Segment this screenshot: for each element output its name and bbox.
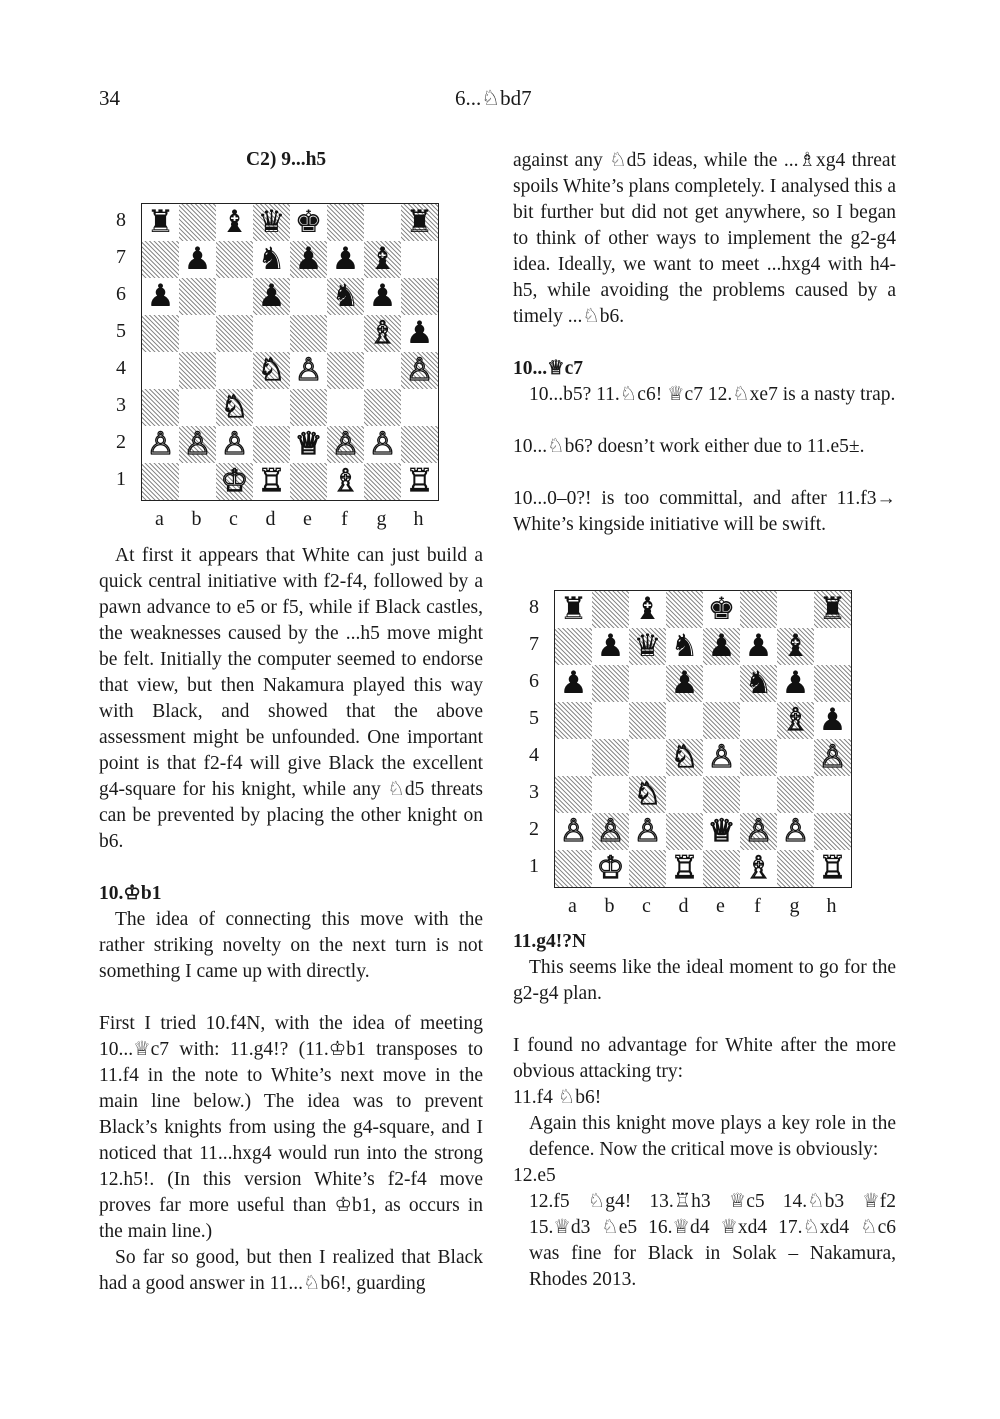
board-square: [253, 426, 290, 463]
chess-piece-f2: ♙: [744, 813, 773, 849]
chess-piece-f7: ♟: [331, 241, 360, 277]
board-square: [666, 776, 703, 813]
chess-piece-f2: ♙: [331, 426, 360, 462]
chess-piece-h8: ♜: [818, 591, 847, 627]
board-square: [814, 813, 851, 850]
board-square: [216, 315, 253, 352]
chess-piece-d6: ♟: [670, 665, 699, 701]
chess-piece-g5: ♗: [781, 702, 810, 738]
chess-piece-e4: ♙: [707, 739, 736, 775]
rank-label: 8: [529, 596, 539, 618]
board-square: [401, 241, 438, 278]
board-square: [555, 628, 592, 665]
paragraph: The idea of connecting this move with the rather striking novelty on the next turn is not something I came up with directly.: [99, 909, 483, 982]
board-square: [253, 315, 290, 352]
board-square: [216, 278, 253, 315]
file-label: a: [568, 895, 577, 917]
variation-line: 12.e5: [513, 1165, 556, 1186]
file-label: g: [789, 895, 800, 917]
board-square: [666, 813, 703, 850]
chess-piece-b7: ♟: [183, 241, 212, 277]
paragraph: against any ♘d5 ideas, while the ...♗xg4 threat spoils White’s plans completely. I analysed this a bit further but did not get anywhere, so I began to think of other ways to implement the g2-g4 idea. Ideally, we want to meet ...hxg4 with h4-h5, while avoiding the problems caused by a timely ...♘b6.: [513, 150, 896, 327]
variation-line: 11.f4 ♘b6!: [513, 1087, 602, 1108]
chess-piece-a8: ♜: [559, 591, 588, 627]
board-square: [666, 702, 703, 739]
board-square: [142, 389, 179, 426]
board-square: [814, 665, 851, 702]
chess-piece-a8: ♜: [146, 204, 175, 240]
board-square: [290, 315, 327, 352]
board-square: [142, 463, 179, 500]
chess-piece-c2: ♙: [633, 813, 662, 849]
rank-label: 8: [116, 209, 126, 231]
paragraph: 10...b5? 11.♘c6! ♕c7 12.♘xe7 is a nasty trap.: [529, 384, 896, 405]
file-label: f: [754, 895, 761, 917]
chess-piece-c2: ♙: [220, 426, 249, 462]
running-title: 6...♘bd7: [455, 86, 532, 110]
file-label: a: [155, 508, 164, 530]
chess-piece-f1: ♗: [744, 850, 773, 886]
chess-piece-g7: ♝: [368, 241, 397, 277]
board-square: [142, 352, 179, 389]
board-square: [179, 352, 216, 389]
board-square: [592, 739, 629, 776]
board-square: [703, 850, 740, 887]
board-square: [364, 352, 401, 389]
chess-piece-c8: ♝: [220, 204, 249, 240]
chess-piece-g6: ♟: [368, 278, 397, 314]
board-square: [290, 389, 327, 426]
board-square: [629, 665, 666, 702]
chess-piece-h5: ♟: [405, 315, 434, 351]
board-square: [629, 702, 666, 739]
board-square: [555, 776, 592, 813]
board-square: [555, 702, 592, 739]
rank-label: 7: [529, 633, 539, 655]
paragraph: So far so good, but then I realized that Black had a good answer in 11...♘b6!, guarding: [99, 1247, 483, 1294]
chess-piece-f1: ♗: [331, 463, 360, 499]
chess-piece-d7: ♞: [257, 241, 286, 277]
chess-piece-a6: ♟: [559, 665, 588, 701]
board-square: [327, 315, 364, 352]
rank-label: 1: [529, 855, 539, 877]
board-square: [327, 352, 364, 389]
rank-label: 4: [116, 357, 126, 379]
board-square: [740, 702, 777, 739]
rank-label: 4: [529, 744, 539, 766]
rank-label: 2: [116, 431, 126, 453]
chess-piece-b2: ♙: [183, 426, 212, 462]
chess-piece-h8: ♜: [405, 204, 434, 240]
chess-piece-b7: ♟: [596, 628, 625, 664]
board-square: [666, 591, 703, 628]
chess-piece-f6: ♞: [331, 278, 360, 314]
board-square: [703, 776, 740, 813]
chess-piece-d6: ♟: [257, 278, 286, 314]
rank-label: 6: [529, 670, 539, 692]
chess-piece-a2: ♙: [559, 813, 588, 849]
chess-piece-e7: ♟: [707, 628, 736, 664]
board-square: [740, 776, 777, 813]
board-square: [777, 591, 814, 628]
file-label: e: [716, 895, 725, 917]
chess-piece-f7: ♟: [744, 628, 773, 664]
paragraph: 12.f5 ♘g4! 13.♖h3 ♕c5 14.♘b3 ♕f2 15.♕d3 ♘e5 16.♕d4 ♕xd4 17.♘xd4 ♘c6 was fine for Black in Solak – Nakamura, Rhodes 2013.: [529, 1191, 896, 1290]
board-square: [327, 389, 364, 426]
board-square: [629, 739, 666, 776]
board-square: [814, 628, 851, 665]
board-square: [740, 739, 777, 776]
board-square: [401, 426, 438, 463]
chessboard-diagram-2: [554, 590, 852, 888]
file-label: g: [376, 508, 387, 530]
chess-piece-e4: ♙: [294, 352, 323, 388]
board-square: [179, 463, 216, 500]
board-square: [592, 776, 629, 813]
chess-piece-f6: ♞: [744, 665, 773, 701]
chess-piece-a6: ♟: [146, 278, 175, 314]
board-square: [401, 389, 438, 426]
board-square: [592, 665, 629, 702]
chess-piece-d4: ♘: [257, 352, 286, 388]
chess-piece-c3: ♘: [220, 389, 249, 425]
chess-piece-g6: ♟: [781, 665, 810, 701]
file-label: c: [229, 508, 238, 530]
paragraph: At first it appears that White can just build a quick central initiative with f2-f4, followed by a pawn advance to e5 or f5, while if Black castles, the weaknesses caused by the ...h5 move might be felt. Initially the computer seemed to endorse that view, but then Nakamura played this way with Black, and showed that the above assessment might be unfounded. One important point is that f2-f4 will give Black the excellent g4-square for his knight, while any ♘d5 threats can be prevented by placing the other knight on b6.: [99, 545, 483, 852]
board-square: [703, 665, 740, 702]
chessboard-diagram-1: [141, 203, 439, 501]
move-heading: 10.♔b1: [99, 883, 162, 904]
board-square: [179, 389, 216, 426]
chess-piece-e7: ♟: [294, 241, 323, 277]
board-square: [555, 739, 592, 776]
rank-label: 3: [529, 781, 539, 803]
chess-piece-c1: ♔: [220, 463, 249, 499]
chess-piece-d1: ♖: [670, 850, 699, 886]
chess-piece-e2: ♕: [294, 426, 323, 462]
file-label: c: [642, 895, 651, 917]
file-label: d: [265, 508, 276, 530]
chess-piece-e8: ♚: [707, 591, 736, 627]
chess-piece-g2: ♙: [368, 426, 397, 462]
board-square: [555, 850, 592, 887]
rank-label: 5: [116, 320, 126, 342]
file-label: h: [826, 895, 837, 917]
chess-piece-d7: ♞: [670, 628, 699, 664]
board-square: [777, 850, 814, 887]
paragraph: This seems like the ideal moment to go for the g2-g4 plan.: [513, 957, 896, 1004]
right-column-top: [513, 148, 896, 538]
chess-piece-h4: ♙: [818, 739, 847, 775]
board-square: [216, 241, 253, 278]
board-square: [364, 389, 401, 426]
chess-piece-d8: ♛: [257, 204, 286, 240]
chess-piece-c7: ♛: [633, 628, 662, 664]
board-square: [142, 315, 179, 352]
paragraph: 10...♘b6? doesn’t work either due to 11.e5±.: [513, 436, 865, 457]
chess-piece-a2: ♙: [146, 426, 175, 462]
rank-label: 7: [116, 246, 126, 268]
rank-label: 5: [529, 707, 539, 729]
board-square: [401, 278, 438, 315]
board-square: [592, 702, 629, 739]
board-square: [290, 278, 327, 315]
board-square: [814, 776, 851, 813]
right-column-bottom: [513, 929, 896, 1293]
board-square: [629, 850, 666, 887]
file-label: d: [678, 895, 689, 917]
file-label: f: [341, 508, 348, 530]
board-square: [777, 739, 814, 776]
chess-piece-g2: ♙: [781, 813, 810, 849]
diagram1-caption: C2) 9...h5: [246, 149, 327, 170]
file-label: e: [303, 508, 312, 530]
chess-piece-h1: ♖: [405, 463, 434, 499]
chess-piece-b1: ♔: [596, 850, 625, 886]
board-square: [777, 776, 814, 813]
chess-piece-b2: ♙: [596, 813, 625, 849]
file-label: h: [413, 508, 424, 530]
paragraph: Again this knight move plays a key role in the defence. Now the critical move is obviously:: [529, 1113, 896, 1160]
paragraph: 10...0–0?! is too committal, and after 11.f3→ White’s kingside initiative will be swift.: [513, 488, 896, 535]
board-square: [740, 591, 777, 628]
page-number: 34: [99, 86, 120, 110]
rank-label: 1: [116, 468, 126, 490]
chess-piece-g5: ♗: [368, 315, 397, 351]
file-label: b: [604, 895, 615, 917]
chess-piece-d4: ♘: [670, 739, 699, 775]
board-square: [364, 204, 401, 241]
paragraph: I found no advantage for White after the more obvious attacking try:: [513, 1035, 896, 1082]
rank-label: 3: [116, 394, 126, 416]
chess-piece-h1: ♖: [818, 850, 847, 886]
chess-piece-g7: ♝: [781, 628, 810, 664]
chess-piece-h4: ♙: [405, 352, 434, 388]
board-square: [253, 389, 290, 426]
paragraph: First I tried 10.f4N, with the idea of meeting 10...♕c7 with: 11.g4!? (11.♔b1 transposes to 11.f4 in the note to White’s next move in the main line below.) The idea was to prevent Black’s knights from using the g4-square, and I noticed that 11...hxg4 would run into the strong 12.h5!. (In this version White’s f2-f4 move proves far more useful than ♔b1, as occurs in the main line.): [99, 1013, 483, 1242]
chess-piece-d1: ♖: [257, 463, 286, 499]
board-square: [179, 278, 216, 315]
move-heading: 11.g4!?N: [513, 931, 587, 952]
file-label: b: [191, 508, 202, 530]
board-square: [142, 241, 179, 278]
board-square: [327, 204, 364, 241]
board-square: [290, 463, 327, 500]
board-square: [216, 352, 253, 389]
board-square: [592, 591, 629, 628]
board-square: [179, 315, 216, 352]
chess-piece-e8: ♚: [294, 204, 323, 240]
chess-piece-c3: ♘: [633, 776, 662, 812]
chess-piece-c8: ♝: [633, 591, 662, 627]
board-square: [364, 463, 401, 500]
board-square: [703, 702, 740, 739]
left-column: [99, 543, 483, 1297]
rank-label: 6: [116, 283, 126, 305]
board-square: [179, 204, 216, 241]
chess-piece-e2: ♕: [707, 813, 736, 849]
move-heading: 10...♕c7: [513, 358, 584, 379]
rank-label: 2: [529, 818, 539, 840]
chess-piece-h5: ♟: [818, 702, 847, 738]
